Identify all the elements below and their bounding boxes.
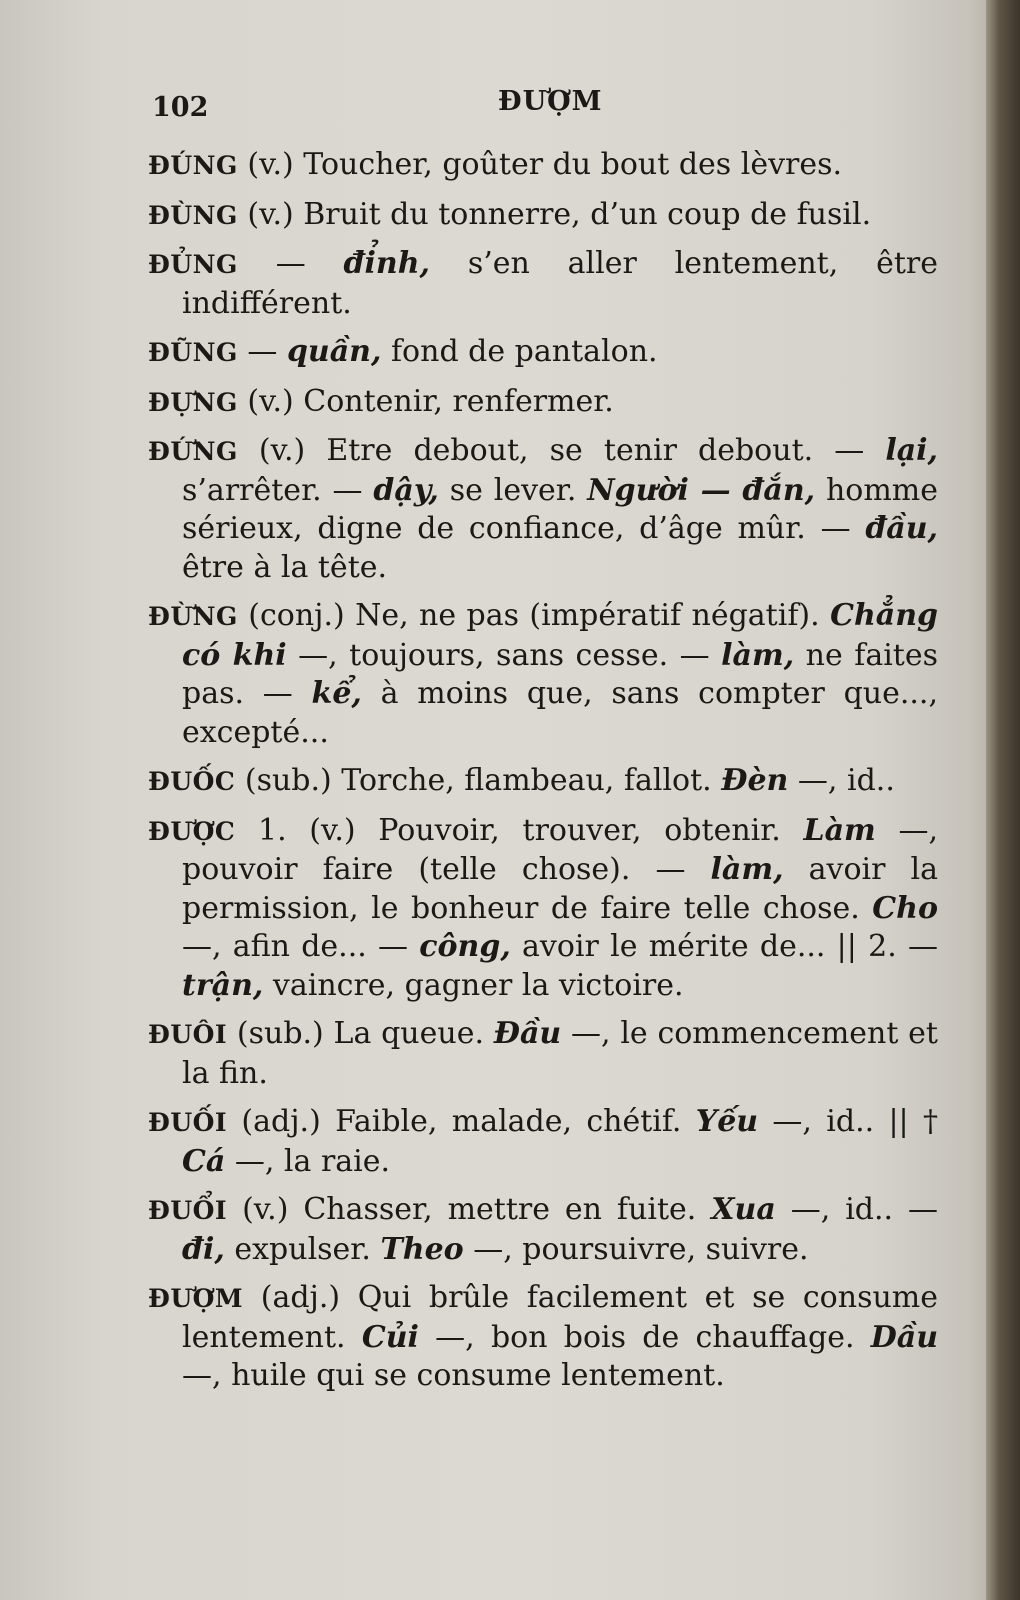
definition-text: s’en aller lentement, être indifférent. (182, 246, 938, 321)
vietnamese-example: Củi (361, 1319, 419, 1355)
headword: ĐƯỢC (148, 816, 236, 846)
vietnamese-example: làm, (721, 637, 795, 673)
dictionary-entry-duoc-can (148, 812, 938, 1006)
definition-text: —, id.. || † (758, 1104, 938, 1139)
headword: ĐÙNG (148, 200, 238, 230)
vietnamese-example: Người — đắn, (587, 472, 816, 508)
dictionary-entry-duoi-chase (148, 1191, 938, 1269)
headword: ĐƯỢM (148, 1284, 244, 1313)
dictionary-entry-duom (148, 1279, 938, 1396)
headword: ĐỨNG (148, 437, 238, 466)
vietnamese-example: Đèn (721, 763, 789, 798)
headword: ĐŨNG (148, 338, 238, 367)
vietnamese-example: Dầu (870, 1319, 938, 1355)
definition-text: vaincre, gagner la victoire. (263, 967, 684, 1003)
headword: ĐỰNG (148, 387, 238, 417)
vietnamese-example: quần, (286, 334, 382, 369)
vietnamese-example: Yếu (695, 1104, 759, 1139)
vietnamese-example: Cá (182, 1143, 226, 1179)
dictionary-entry-duoi-weak (148, 1103, 938, 1181)
definition-text: — (237, 246, 344, 281)
vietnamese-example: Xua (711, 1192, 776, 1227)
vietnamese-example: làm, (710, 852, 784, 887)
definition-text: —, id.. — (775, 1192, 939, 1227)
definition-text: (v.) Etre debout, se tenir debout. — (237, 433, 886, 468)
definition-text: être à la tête. (182, 549, 388, 585)
definition-text: —, poursuivre, suivre. (463, 1231, 809, 1267)
definition-text: (sub.) Torche, flambeau, fallot. (235, 763, 722, 798)
definition-text: (v.) Bruit du tonnerre, d’un coup de fusil. (237, 196, 872, 232)
definition-text: —, huile qui se consume lentement. (182, 1358, 725, 1393)
dictionary-entry-duoc-torch (148, 762, 938, 802)
definition-text: —, la raie. (225, 1143, 391, 1179)
vietnamese-example: Chẳng có khi (182, 598, 938, 673)
dictionary-entry-duoi-tail (148, 1015, 938, 1093)
definition-text: expulser. (224, 1231, 381, 1267)
headword: ĐUÔI (148, 1020, 228, 1049)
definition-text: (adj.) Faible, malade, chétif. (227, 1104, 696, 1139)
definition-text: —, pouvoir faire (telle chose). — (182, 812, 938, 887)
vietnamese-example: Cho (872, 890, 938, 926)
definition-text: avoir le mérite de... || 2. — (510, 929, 938, 964)
definition-text: (adj.) Qui brûle facilement et se consume lentement. (182, 1280, 938, 1355)
definition-text: homme sérieux, digne de confiance, d’âge mûr. — (182, 472, 938, 546)
vietnamese-example: dậy, (373, 472, 439, 508)
vietnamese-example: Làm (803, 812, 876, 848)
definition-text: —, bon bois de chauffage. (418, 1319, 871, 1355)
definition-text: —, afin de... — (182, 929, 420, 964)
dictionary-entry-dung-stand (148, 432, 938, 587)
definition-text: s’arrêter. — (182, 472, 374, 508)
definition-text: —, le commencement et la fin. (182, 1016, 938, 1091)
vietnamese-example: đi, (182, 1231, 225, 1267)
dictionary-entry-dung-hoi (148, 245, 938, 323)
definition-text: avoir la permission, le bonheur de faire telle chose. (182, 852, 938, 926)
vietnamese-example: Đầu (493, 1016, 562, 1051)
vietnamese-example: công, (419, 929, 511, 964)
dictionary-entries (148, 146, 938, 1396)
definition-text: à moins que, sans compter que..., excepté... (182, 676, 938, 750)
running-head (148, 86, 938, 146)
page-number: 102 (152, 92, 209, 123)
headword: ĐỦNG (148, 250, 238, 279)
definition-text: — (237, 334, 287, 369)
vietnamese-example: lại, (885, 433, 938, 468)
vietnamese-example: Theo (380, 1231, 464, 1267)
dictionary-entry-dung-sac (148, 146, 938, 186)
dictionary-entry-dung-huyen (148, 196, 938, 236)
definition-text: —, id.. (788, 763, 895, 798)
book-spine-shadow (986, 0, 1020, 1600)
page-content (148, 86, 938, 1406)
dictionary-entry-dung-nang (148, 383, 938, 423)
definition-text: —, toujours, sans cesse. — (286, 637, 722, 673)
headword: ĐUỐC (148, 767, 236, 796)
definition-text: (v.) Contenir, renfermer. (237, 383, 614, 419)
running-head-word: ĐƯỢM (498, 86, 603, 117)
headword: ĐÚNG (148, 151, 238, 180)
dictionary-entry-dung-nga (148, 333, 938, 373)
definition-text: 1. (v.) Pouvoir, trouver, obtenir. (235, 812, 804, 848)
dictionary-entry-dung-dont (148, 597, 938, 752)
vietnamese-example: đầu, (865, 511, 938, 546)
definition-text: ne faites pas. — (182, 637, 939, 711)
headword: ĐUỔI (148, 1196, 228, 1225)
headword: ĐỪNG (148, 602, 238, 631)
vietnamese-example: đỉnh, (343, 246, 430, 281)
definition-text: se lever. (438, 472, 588, 508)
definition-text: (sub.) La queue. (227, 1016, 494, 1051)
definition-text: (v.) Chasser, mettre en fuite. (227, 1192, 712, 1227)
definition-text: (v.) Toucher, goûter du bout des lèvres. (237, 147, 843, 182)
definition-text: fond de pantalon. (381, 334, 658, 369)
definition-text: (conj.) Ne, ne pas (impératif négatif). (237, 598, 831, 633)
vietnamese-example: kể, (311, 676, 362, 711)
headword: ĐUỐI (148, 1108, 228, 1137)
vietnamese-example: trận, (182, 967, 264, 1003)
